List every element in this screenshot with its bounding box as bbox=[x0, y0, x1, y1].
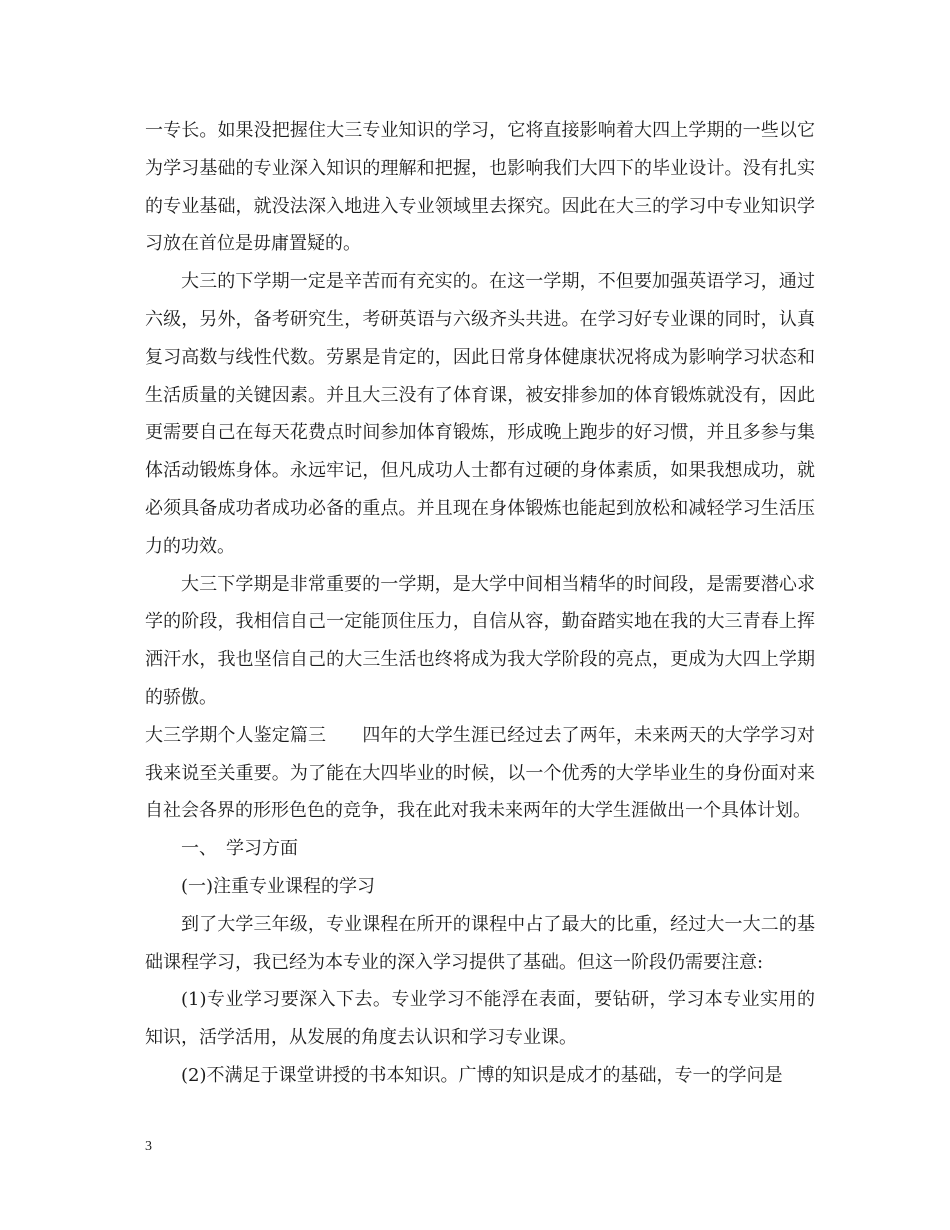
list-item-beyond-textbook: (2)不满足于课堂讲授的书本知识。广博的知识是成才的基础，专一的学问是 bbox=[181, 1064, 783, 1086]
paragraph-junior-second-semester: 大三的下学期一定是辛苦而有充实的。在这一学期，不但要加强英语学习，通过六级，另外，备考研究生，考研英语与六级齐头共进。在学习好专业课的同时，认真复习高数与线性代数。劳累是肯定的，因此日常身体健康状况将成为影响学习状态和生活质量的关键因素。并且大三没有了体育课，被安排参加的体育锻炼就没有，因此更需要自己在每天花费点时间参加体育锻炼，形成晚上跑步的好习惯，并且多参与集体活动锻炼身体。永远牢记，但凡成功人士都有过硬的身体素质，如果我想成功，就必须具备成功者成功必备的重点。并且现在身体锻炼也能起到放松和减轻学习生活压力的功效。 bbox=[145, 271, 815, 557]
document-body bbox=[145, 112, 815, 1095]
paragraph-continuation: 一专长。如果没把握住大三专业知识的学习，它将直接影响着大四上学期的一些以它为学习基础的专业深入知识的理解和把握，也影响我们大四下的毕业设计。没有扎实的专业基础，就没法深入地进入专业领域里去探究。因此在大三的学习中专业知识学习放在首位是毋庸置疑的。 bbox=[145, 120, 815, 255]
page-number: 3 bbox=[145, 1139, 152, 1154]
section-heading-study: 一、 学习方面 bbox=[181, 838, 298, 860]
subsection-heading-major-courses: (一)注重专业课程的学习 bbox=[181, 875, 376, 897]
paragraph-third-year-courses: 到了大学三年级，专业课程在所开的课程中占了最大的比重，经过大一大二的基础课程学习，我已经为本专业的深入学习提供了基础。但这一阶段仍需要注意: bbox=[145, 913, 815, 973]
paragraph-essay-three-intro: 大三学期个人鉴定篇三 四年的大学生涯已经过去了两年，未来两天的大学学习对我来说至关重要。为了能在大四毕业的时候，以一个优秀的大学毕业生的身份面对来自社会各界的形形色色的竞争，我在此对我未来两年的大学生涯做出一个具体计划。 bbox=[145, 724, 815, 822]
list-item-study-deeply: (1)专业学习要深入下去。专业学习不能浮在表面，要钻研，学习本专业实用的知识，活学活用，从发展的角度去认识和学习专业课。 bbox=[145, 989, 815, 1049]
paragraph-semester-importance: 大三下学期是非常重要的一学期，是大学中间相当精华的时间段，是需要潜心求学的阶段，我相信自己一定能顶住压力，自信从容，勤奋踏实地在我的大三青春上挥洒汗水，我也坚信自己的大三生活也终将成为我大学阶段的亮点，更成为大四上学期的骄傲。 bbox=[145, 573, 815, 708]
